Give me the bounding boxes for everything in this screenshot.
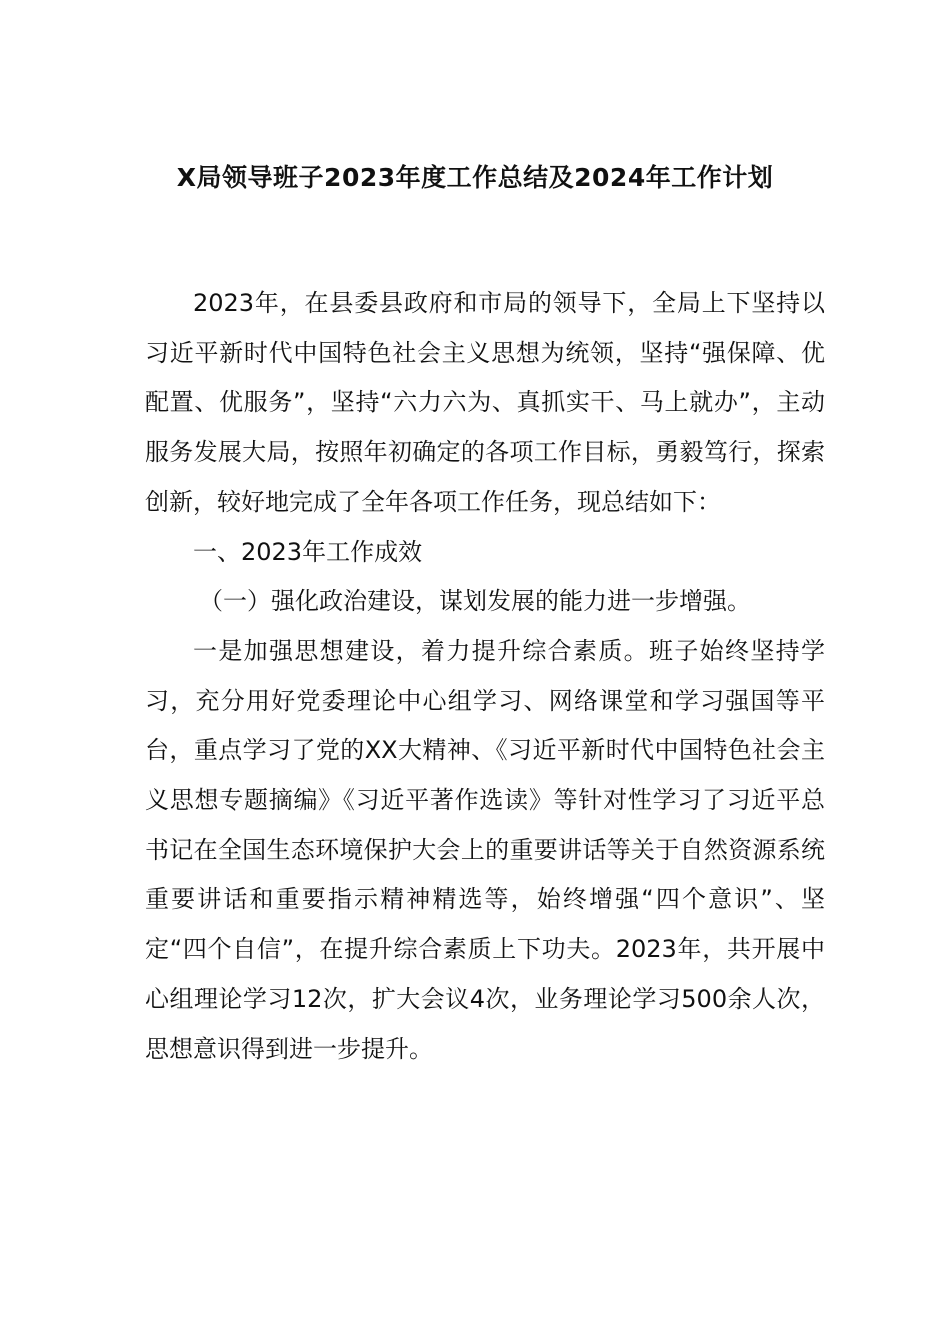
document-title: X局领导班子2023年度工作总结及2024年工作计划: [176, 163, 774, 192]
section-heading: 一、2023年工作成效: [193, 537, 423, 566]
intro-paragraph: 2023年，在县委县政府和市局的领导下，全局上下坚持以习近平新时代中国特色社会主义思想为统领，坚持“强保障、优配置、优服务”，坚持“六力六为、真抓实干、马上就办”，主动服务发展大局，按照年初确定的各项工作目标，勇毅笃行，探索创新，较好地完成了全年各项工作任务，现总结如下：: [145, 289, 825, 516]
document-body: [145, 279, 825, 1074]
subsection-heading: （一）强化政治建设，谋划发展的能力进一步增强。: [199, 587, 751, 616]
subsection-paragraph: 一是加强思想建设，着力提升综合素质。班子始终坚持学习，充分用好党委理论中心组学习、网络课堂和学习强国等平台，重点学习了党的XX大精神、《习近平新时代中国特色社会主义思想专题摘编》《习近平著作选读》等针对性学习了习近平总书记在全国生态环境保护大会上的重要讲话等关于自然资源系统重要讲话和重要指示精神精选等，始终增强“四个意识”、坚定“四个自信”，在提升综合素质上下功夫。2023年，共开展中心组理论学习12次，扩大会议4次，业务理论学习500余人次，思想意识得到进一步提升。: [145, 636, 825, 1063]
